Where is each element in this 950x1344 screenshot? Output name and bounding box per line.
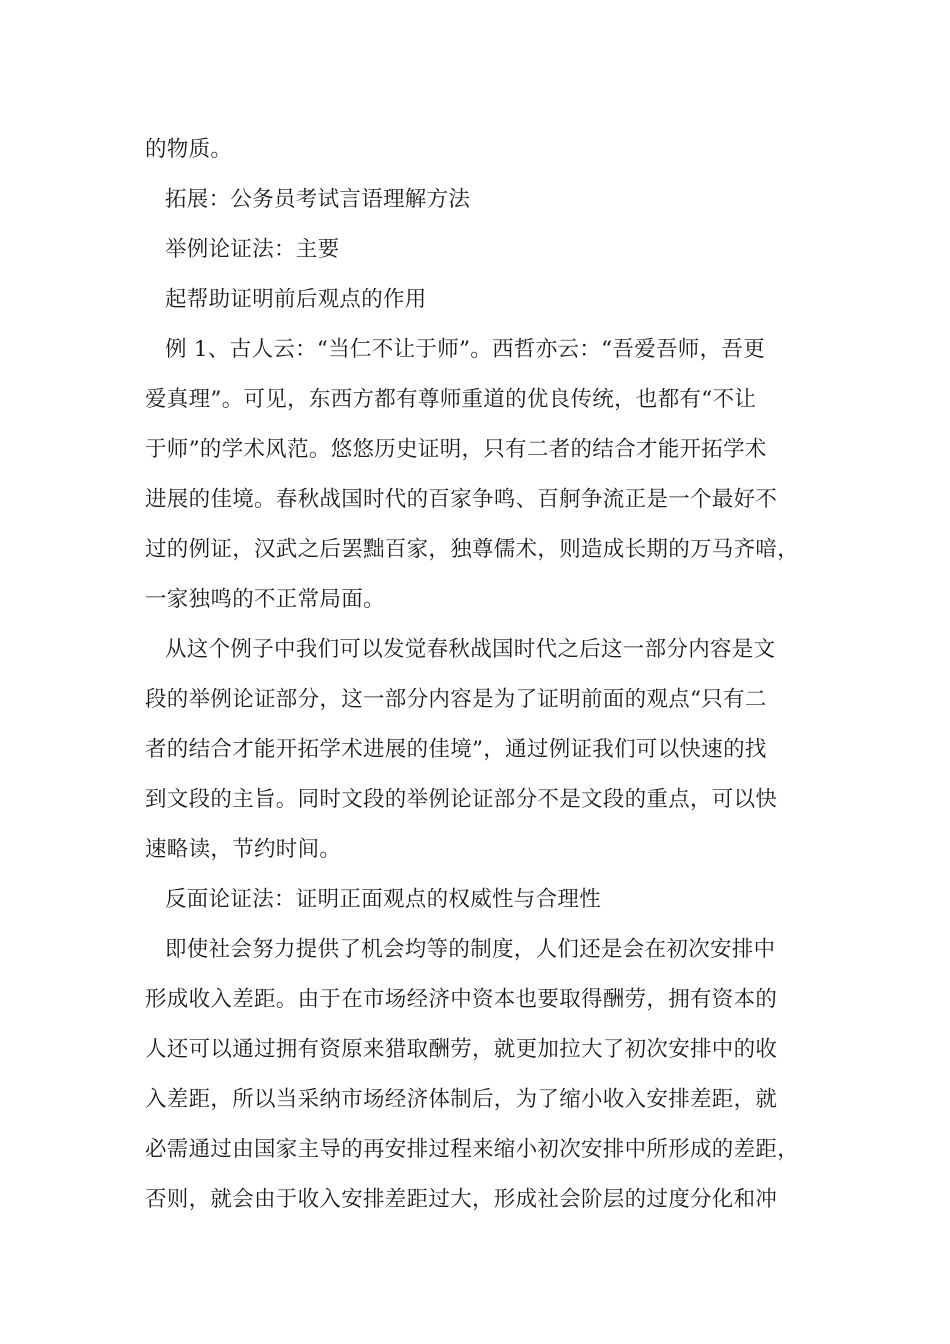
- text-line: 过的例证，汉武之后罢黜百家，独尊儒术，则造成长期的万马齐喑，: [145, 537, 800, 562]
- text-line: 进展的佳境。春秋战国时代的百家争鸣、百舸争流正是一个最好不: [145, 487, 778, 512]
- text-line: 拓展：公务员考试言语理解方法: [165, 187, 471, 212]
- text-line: 反面论证法：证明正面观点的权威性与合理性: [165, 887, 602, 912]
- text-line: 者的结合才能开拓学术进展的佳境”，通过例证我们可以快速的找: [145, 737, 767, 762]
- text-line: 起帮助证明前后观点的作用: [165, 287, 427, 312]
- text-line: 入差距，所以当采纳市场经济体制后，为了缩小收入安排差距，就: [145, 1087, 778, 1112]
- text-line: 一家独鸣的不正常局面。: [145, 587, 385, 612]
- text-line: 从这个例子中我们可以发觉春秋战国时代之后这一部分内容是文: [165, 637, 776, 662]
- text-line: 人还可以通过拥有资原来猎取酬劳，就更加拉大了初次安排中的收: [145, 1037, 778, 1062]
- text-line: 必需通过由国家主导的再安排过程来缩小初次安排中所形成的差距，: [145, 1137, 800, 1162]
- text-line: 否则，就会由于收入安排差距过大，形成社会阶层的过度分化和冲: [145, 1187, 778, 1212]
- text-line: 爱真理”。可见，东西方都有尊师重道的优良传统，也都有“不让: [145, 387, 757, 412]
- text-line: 速略读，节约时间。: [145, 837, 342, 862]
- text-line: 例 1、古人云：“当仁不让于师”。西哲亦云：“吾爱吾师，吾更: [165, 337, 765, 362]
- text-line: 于师”的学术风范。悠悠历史证明，只有二者的结合才能开拓学术: [145, 437, 767, 462]
- text-line: 的物质。: [145, 137, 233, 162]
- text-line: 段的举例论证部分，这一部分内容是为了证明前面的观点“只有二: [145, 687, 767, 712]
- text-line: 即使社会努力提供了机会均等的制度，人们还是会在初次安排中: [165, 937, 776, 962]
- text-line: 举例论证法：主要: [165, 237, 340, 262]
- text-line: 形成收入差距。由于在市场经济中资本也要取得酬劳，拥有资本的: [145, 987, 778, 1012]
- text-line: 到文段的主旨。同时文段的举例论证部分不是文段的重点，可以快: [145, 787, 778, 812]
